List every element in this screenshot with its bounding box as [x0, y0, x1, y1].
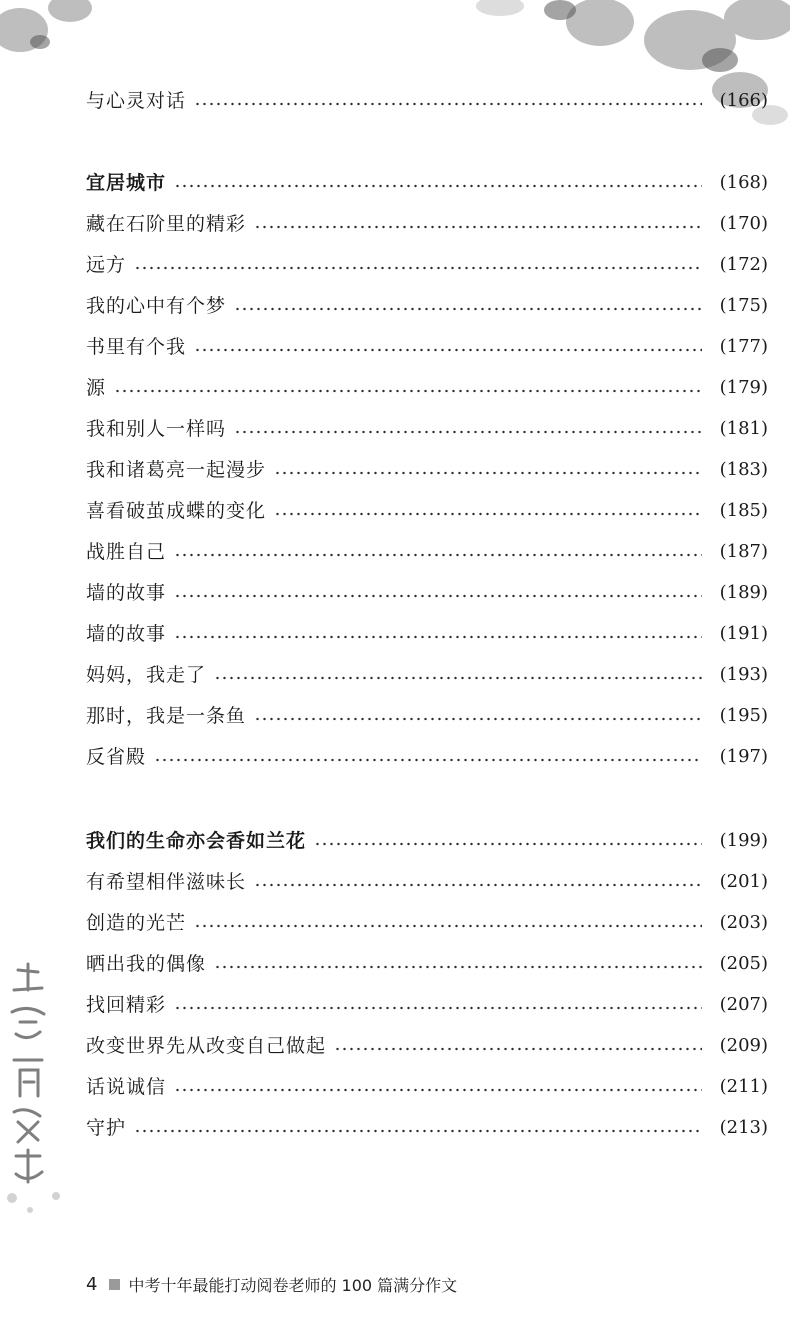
toc-entry-page: (193)	[719, 664, 768, 685]
toc-entry-title: 我和诸葛亮一起漫步	[86, 459, 267, 481]
toc-entry[interactable]	[86, 619, 768, 649]
toc-section-title: 宜居城市	[86, 172, 167, 194]
toc-entry-page: (187)	[719, 541, 768, 562]
toc-leader-dots	[254, 883, 702, 887]
toc-entry[interactable]	[86, 209, 768, 239]
toc-entry-page: (179)	[719, 377, 768, 398]
toc-leader-dots	[214, 676, 702, 680]
toc-entry-title: 战胜自己	[86, 541, 167, 563]
toc-entry-title: 创造的光芒	[86, 912, 187, 934]
toc-entry[interactable]	[86, 742, 768, 772]
book-title: 中考十年最能打动阅卷老师的 100 篇满分作文	[128, 1275, 458, 1295]
toc-entry-page: (189)	[719, 582, 768, 603]
toc-entry[interactable]	[86, 373, 768, 403]
toc-entry[interactable]	[86, 1113, 768, 1143]
toc-entry-page: (177)	[719, 336, 768, 357]
toc-leader-dots	[194, 102, 702, 106]
calligraphy-decoration	[0, 960, 70, 1220]
square-bullet-icon	[109, 1279, 120, 1290]
toc-entry-title: 反省殿	[86, 746, 147, 768]
toc-section-page: (199)	[719, 830, 768, 851]
toc-section-title: 我们的生命亦会香如兰花	[86, 830, 307, 852]
toc-entry-page: (183)	[719, 459, 768, 480]
toc-entry-title: 书里有个我	[86, 336, 187, 358]
toc-entry-page: (181)	[719, 418, 768, 439]
toc-entry[interactable]	[86, 949, 768, 979]
toc-entry[interactable]	[86, 908, 768, 938]
toc-entry[interactable]	[86, 414, 768, 444]
toc-entry-title: 改变世界先从改变自己做起	[86, 1035, 327, 1057]
toc-entry-title: 妈妈，我走了	[86, 664, 207, 686]
toc-entry-page: (185)	[719, 500, 768, 521]
toc-entry-title: 我的心中有个梦	[86, 295, 227, 317]
toc-leader-dots	[194, 924, 702, 928]
toc-entry-page: (213)	[719, 1117, 768, 1138]
toc-section-page: (168)	[719, 172, 768, 193]
toc-entry-page: (172)	[719, 254, 768, 275]
toc-section-heading[interactable]	[86, 826, 768, 856]
toc-entry-title: 与心灵对话	[86, 90, 187, 112]
toc-leader-dots	[114, 389, 702, 393]
toc-leader-dots	[174, 184, 702, 188]
toc-entry-title: 找回精彩	[86, 994, 167, 1016]
toc-entry-title: 晒出我的偶像	[86, 953, 207, 975]
toc-entry[interactable]	[86, 660, 768, 690]
toc-entry[interactable]	[86, 867, 768, 897]
toc-entry-page: (201)	[719, 871, 768, 892]
toc-entry-title: 喜看破茧成蝶的变化	[86, 500, 267, 522]
toc-entry-title: 话说诚信	[86, 1076, 167, 1098]
toc-leader-dots	[234, 307, 702, 311]
page-number: 4	[86, 1273, 98, 1295]
toc-entry-title: 源	[86, 377, 107, 399]
toc-entry-title: 那时，我是一条鱼	[86, 705, 247, 727]
toc-entry-page: (170)	[719, 213, 768, 234]
toc-entry[interactable]	[86, 1031, 768, 1061]
toc-leader-dots	[134, 1129, 702, 1133]
ink-blossom-decoration	[0, 0, 790, 140]
toc-leader-dots	[314, 842, 702, 846]
toc-entry-page: (197)	[719, 746, 768, 767]
toc-entry-title: 有希望相伴滋味长	[86, 871, 247, 893]
toc-leader-dots	[274, 471, 702, 475]
toc-entry-title: 墙的故事	[86, 582, 167, 604]
toc-entry-page: (166)	[719, 90, 768, 111]
toc-entry[interactable]	[86, 1072, 768, 1102]
toc-entry[interactable]	[86, 455, 768, 485]
toc-leader-dots	[254, 717, 702, 721]
toc-leader-dots	[174, 635, 702, 639]
toc-leader-dots	[254, 225, 702, 229]
toc-entry[interactable]	[86, 578, 768, 608]
toc-leader-dots	[134, 266, 702, 270]
toc-entry[interactable]	[86, 537, 768, 567]
toc-leader-dots	[234, 430, 702, 434]
toc-entry-title: 守护	[86, 1117, 127, 1139]
toc-entry-page: (191)	[719, 623, 768, 644]
toc-entry-page: (207)	[719, 994, 768, 1015]
toc-entry-page: (203)	[719, 912, 768, 933]
toc-entry[interactable]	[86, 496, 768, 526]
toc-leader-dots	[214, 965, 702, 969]
toc-entry[interactable]	[86, 291, 768, 321]
toc-entry[interactable]	[86, 990, 768, 1020]
toc-leader-dots	[174, 553, 702, 557]
toc-leader-dots	[334, 1047, 702, 1051]
toc-entry[interactable]	[86, 332, 768, 362]
toc-leader-dots	[194, 348, 702, 352]
toc-entry-page: (195)	[719, 705, 768, 726]
toc-leader-dots	[154, 758, 702, 762]
page-footer	[86, 1270, 457, 1298]
toc-leader-dots	[174, 1006, 702, 1010]
toc-entry-title: 墙的故事	[86, 623, 167, 645]
toc-entry[interactable]	[86, 250, 768, 280]
toc-entry-title: 远方	[86, 254, 127, 276]
toc-leader-dots	[174, 1088, 702, 1092]
toc-entry-title: 藏在石阶里的精彩	[86, 213, 247, 235]
toc-entry-page: (211)	[719, 1076, 768, 1097]
toc-entry[interactable]	[86, 701, 768, 731]
toc-leader-dots	[174, 594, 702, 598]
toc-leader-dots	[274, 512, 702, 516]
toc-entry[interactable]	[86, 86, 768, 116]
toc-entry-page: (209)	[719, 1035, 768, 1056]
toc-section-heading[interactable]	[86, 168, 768, 198]
toc-entry-page: (175)	[719, 295, 768, 316]
toc-entry-title: 我和别人一样吗	[86, 418, 227, 440]
toc-entry-page: (205)	[719, 953, 768, 974]
